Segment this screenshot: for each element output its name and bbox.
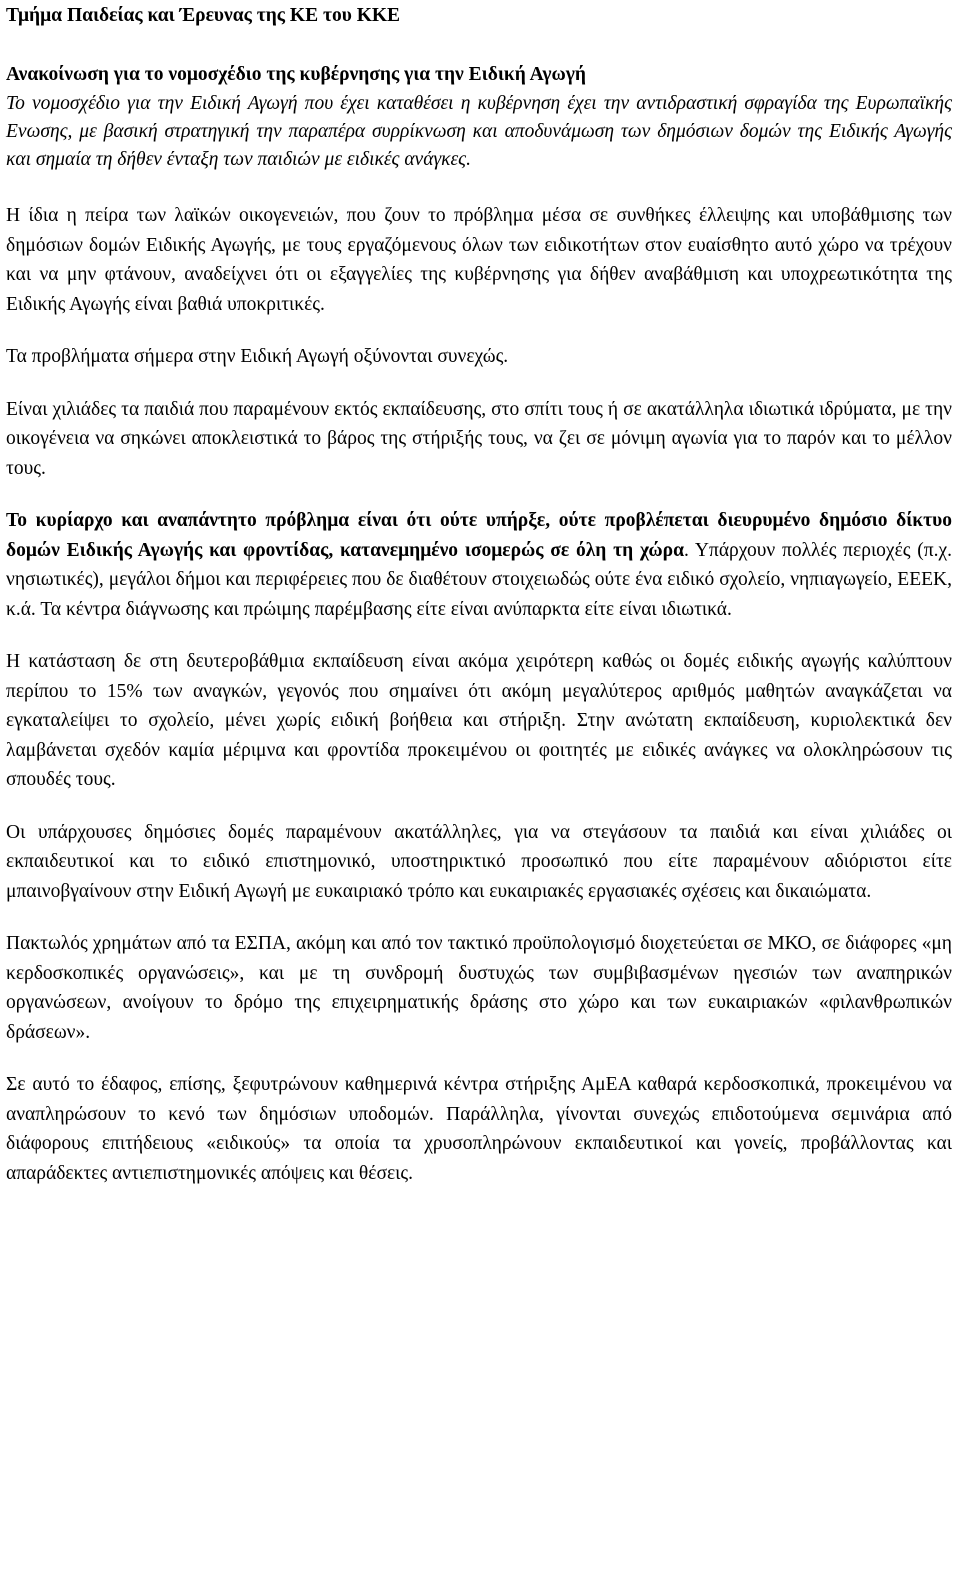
paragraph-4-bold: Το κυρίαρχο και αναπάντητο πρόβλημα είναι ότι ούτε υπήρξε, ούτε προβλέπεται διευρυμένο δημόσιο δίκτυο δομών Ειδικής Αγωγής και φροντίδας, κατανεμημένο ισομερώς σε όλη τη χώρα [6,510,952,561]
paragraph-4-rest: . Υπάρχουν πολλές περιοχές (π.χ. νησιωτικές), μεγάλοι δήμοι και περιφέρειες που δε διαθέτουν στοιχειωδώς ούτε ένα ειδικό σχολείο, νηπιαγωγείο, ΕΕΕΚ, κ.ά. Τα κέντρα διάγνωσης και πρώιμης παρέμβασης είτε είναι ανύπαρκτα είτε είναι ιδιωτικά. [6,539,953,620]
paragraph-5: Η κατάσταση δε στη δευτεροβάθμια εκπαίδευση είναι ακόμα χειρότερη καθώς οι δομές ειδικής αγωγής καλύπτουν περίπου το 15% των αναγκών, γεγονός που σημαίνει ότι ακόμη μεγαλύτερος αριθμός μαθητών αναγκάζεται να εγκαταλείψει το σχολείο, μένει χωρίς ειδική βοήθεια και στήριξη. Στην ανώτατη εκπαίδευση, κυριολεκτικά δεν λαμβάνεται σχεδόν καμία μέριμνα και φροντίδα προκειμένου οι φοιτητές με ειδικές ανάγκες να ολοκληρώσουν τις σπουδές τους. [6,651,952,790]
intro-paragraph: Το νομοσχέδιο για την Ειδική Αγωγή που έχει καταθέσει η κυβέρνηση έχει την αντιδραστική σφραγίδα της Ευρωπαϊκής Ενωσης, με βασική στρατηγική την παραπέρα συρρίκνωση και αποδυνάμωση των δημόσιων δομών της Ειδικής Αγωγής και σημαία τη δήθεν ένταξη των παιδιών με ειδικές ανάγκες. [6,93,952,170]
paragraph-6: Οι υπάρχουσες δημόσιες δομές παραμένουν ακατάλληλες, για να στεγάσουν τα παιδιά και είναι χιλιάδες οι εκπαιδευτικοί και το ειδικό επιστημονικό, υποστηρικτικό προσωπικό που είτε παραμένουν αδιόριστοι είτε μπαινοβγαίνουν στην Ειδική Αγωγή με ευκαιριακό τρόπο και ευκαιριακές εργασιακές σχέσεις και δικαιώματα. [6,821,952,902]
section-heading: Τμήμα Παιδείας και Έρευνας της ΚΕ του ΚΚΕ [6,5,401,26]
document-title: Ανακοίνωση για το νομοσχέδιο της κυβέρνησης για την Ειδική Αγωγή [6,64,586,85]
paragraph-1: Η ίδια η πείρα των λαϊκών οικογενειών, που ζουν το πρόβλημα μέσα σε συνθήκες έλλειψης και υποβάθμισης των δημόσιων δομών Ειδικής Αγωγής, με τους εργαζόμενους όλων των ειδικοτήτων στον ευαίσθητο αυτό χώρο να τρέχουν και να μην φτάνουν, αναδείχνει ότι οι εξαγγελίες της κυβέρνησης για δήθεν αναβάθμιση και υποχρεωτικότητα της Ειδικής Αγωγής είναι βαθιά υποκριτικές. [6,205,952,315]
paragraph-2: Τα προβλήματα σήμερα στην Ειδική Αγωγή οξύνονται συνεχώς. [6,346,509,367]
paragraph-8: Σε αυτό το έδαφος, επίσης, ξεφυτρώνουν καθημερινά κέντρα στήριξης ΑμΕΑ καθαρά κερδοσκοπικά, προκειμένου να αναπληρώσουν το κενό των δημόσιων υποδομών. Παράλληλα, γίνονται συνεχώς επιδοτούμενα σεμινάρια από διάφορους επιτήδειους «ειδικούς» τα οποία τα χρυσοπληρώνουν εκπαιδευτικοί και γονείς, προβάλλοντας και απαράδεκτες αντιεπιστημονικές απόψεις και θέσεις. [6,1074,952,1184]
paragraph-3: Είναι χιλιάδες τα παιδιά που παραμένουν εκτός εκπαίδευσης, στο σπίτι τους ή σε ακατάλληλα ιδιωτικά ιδρύματα, με την οικογένεια να σηκώνει αποκλειστικά το βάρος της στήριξής τους, να ζει σε μόνιμη αγωνία για το παρόν και το μέλλον τους. [6,398,952,479]
paragraph-4 [6,506,952,624]
paragraph-7: Πακτωλός χρημάτων από τα ΕΣΠΑ, ακόμη και από τον τακτικό προϋπολογισμό διοχετεύεται σε ΜΚΟ, σε διάφορες «μη κερδοσκοπικές οργανώσεις», και με τη συνδρομή δυστυχώς των συμβιβασμένων ηγεσιών των αναπηρικών οργανώσεων, ανοίγουν το δρόμο της επιχειρηματικής δράσης στο χώρο και των ευκαιριακών «φιλανθρωπικών δράσεων». [6,933,952,1043]
